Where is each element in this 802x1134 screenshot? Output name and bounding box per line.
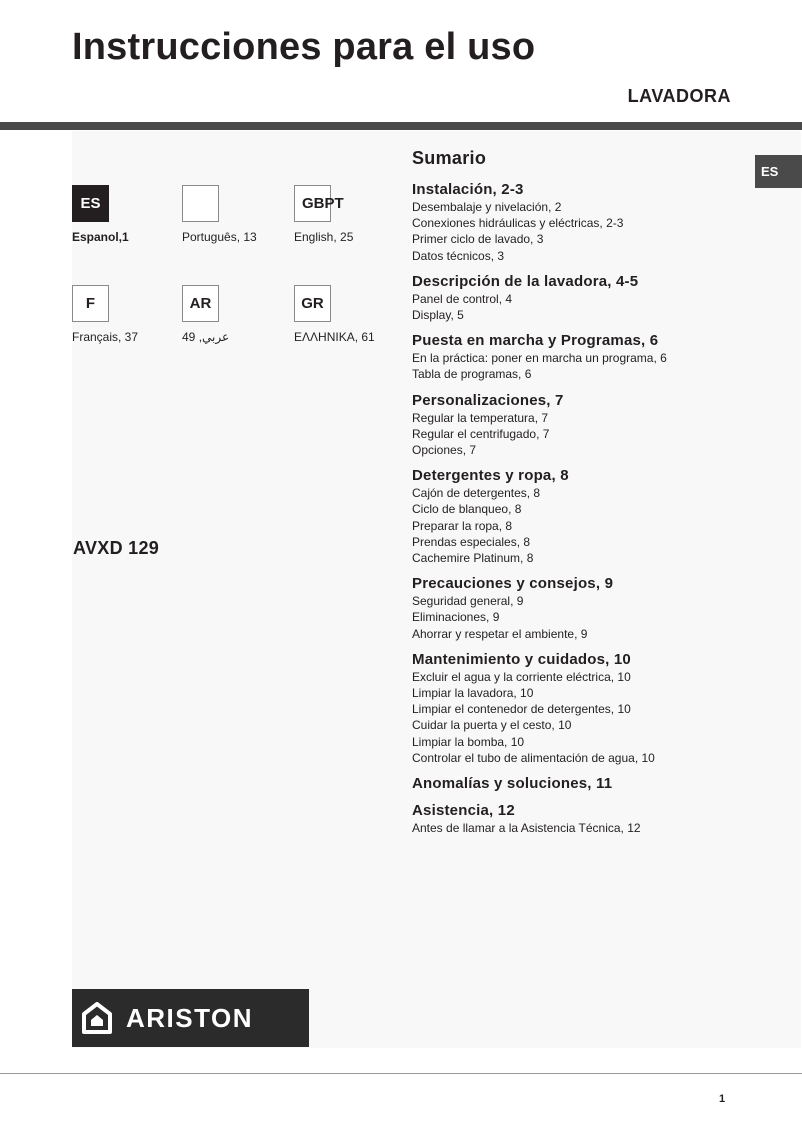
toc-item[interactable]: Opciones, 7 [412, 443, 477, 458]
brand-logo [72, 989, 309, 1047]
language-name: Espanol,1 [72, 230, 129, 244]
toc-item[interactable]: Conexiones hidráulicas y eléctricas, 2-3 [412, 216, 624, 231]
model-number: AVXD 129 [73, 538, 160, 558]
toc-item[interactable]: Controlar el tubo de alimentación de agua, 10 [412, 750, 655, 765]
toc-item[interactable]: Eliminaciones, 9 [412, 610, 500, 625]
header-divider [0, 122, 802, 130]
toc-item[interactable]: Cajón de detergentes, 8 [412, 486, 541, 501]
toc-section [412, 273, 752, 323]
toc-item[interactable]: Panel de control, 4 [412, 291, 513, 306]
language-name: Français, 37 [72, 330, 139, 344]
language-code-box: GR [294, 285, 331, 322]
toc-section-heading[interactable]: Personalizaciones, 7 [412, 391, 564, 409]
toc-section [412, 392, 752, 459]
toc-item[interactable]: Cuidar la puerta y el cesto, 10 [412, 718, 572, 733]
language-tab: ES [755, 155, 802, 188]
toc-item[interactable]: Display, 5 [412, 308, 464, 323]
language-code-box: F [72, 285, 109, 322]
footer-divider [0, 1073, 802, 1074]
document-title: Instrucciones para el uso [72, 26, 536, 68]
toc-title: Sumario [412, 148, 487, 168]
toc-item[interactable]: Regular el centrifugado, 7 [412, 426, 550, 441]
language-entry-ar[interactable] [182, 285, 292, 344]
toc-item[interactable]: Primer ciclo de lavado, 3 [412, 232, 544, 247]
toc-item[interactable]: Prendas especiales, 8 [412, 534, 531, 549]
language-code-box: AR [182, 285, 219, 322]
language-entry-es[interactable] [72, 185, 182, 244]
language-entry-fr[interactable] [72, 285, 182, 344]
toc-item[interactable]: Desembalaje y nivelación, 2 [412, 200, 562, 214]
toc-item[interactable]: Datos técnicos, 3 [412, 248, 505, 263]
toc-item[interactable]: Limpiar la bomba, 10 [412, 734, 525, 749]
house-logo-icon [82, 1002, 112, 1034]
toc-section-heading[interactable]: Instalación, 2-3 [412, 181, 524, 198]
language-code-box: GBPT [294, 185, 331, 222]
toc-section-heading[interactable]: Anomalías y soluciones, 11 [412, 775, 613, 793]
toc-section-heading[interactable]: Asistencia, 12 [412, 802, 515, 820]
language-entry-pt[interactable] [182, 185, 292, 244]
toc-section [412, 651, 752, 766]
language-name: عربي, 49 [182, 330, 230, 344]
toc-item[interactable]: Regular la temperatura, 7 [412, 410, 549, 425]
toc-item[interactable]: En la práctica: poner en marcha un programa, 6 [412, 351, 667, 366]
toc-section [412, 332, 752, 382]
toc-item[interactable]: Excluir el agua y la corriente eléctrica, 10 [412, 669, 631, 684]
brand-name: ARISTON [126, 1002, 254, 1033]
toc-section [412, 181, 752, 264]
language-code-box [182, 185, 219, 222]
toc-section [412, 575, 752, 642]
toc-item[interactable]: Cachemire Platinum, 8 [412, 551, 534, 566]
toc-section-heading[interactable]: Puesta en marcha y Programas, 6 [412, 332, 659, 350]
toc-item[interactable]: Limpiar el contenedor de detergentes, 10 [412, 702, 631, 717]
document-subtitle: LAVADORA [627, 86, 731, 106]
toc-section [412, 802, 752, 836]
language-name: ΕΛΛΗΝΙΚΑ, 61 [294, 330, 375, 344]
toc-item[interactable]: Antes de llamar a la Asistencia Técnica, 12 [412, 821, 641, 836]
toc-item[interactable]: Seguridad general, 9 [412, 594, 524, 609]
toc-item[interactable]: Preparar la ropa, 8 [412, 518, 513, 533]
toc-item[interactable]: Limpiar la lavadora, 10 [412, 686, 534, 701]
toc-item[interactable]: Tabla de programas, 6 [412, 367, 532, 382]
toc-section [412, 467, 752, 566]
toc-section-heading[interactable]: Precauciones y consejos, 9 [412, 575, 614, 593]
language-name: Português, 13 [182, 230, 257, 244]
table-of-contents [412, 148, 752, 845]
language-code-box: ES [72, 185, 109, 222]
language-entry-gr[interactable] [294, 285, 404, 344]
toc-section [412, 775, 752, 793]
toc-sections [412, 181, 752, 836]
toc-item[interactable]: Ciclo de blanqueo, 8 [412, 502, 522, 517]
toc-section-heading[interactable]: Detergentes y ropa, 8 [412, 467, 569, 485]
page-number: 1 [719, 1093, 726, 1105]
language-entry-gb[interactable] [294, 185, 404, 244]
toc-section-heading[interactable]: Mantenimiento y cuidados, 10 [412, 650, 631, 668]
language-name: English, 25 [294, 230, 354, 244]
toc-item[interactable]: Ahorrar y respetar el ambiente, 9 [412, 626, 588, 641]
toc-section-heading[interactable]: Descripción de la lavadora, 4-5 [412, 272, 639, 290]
